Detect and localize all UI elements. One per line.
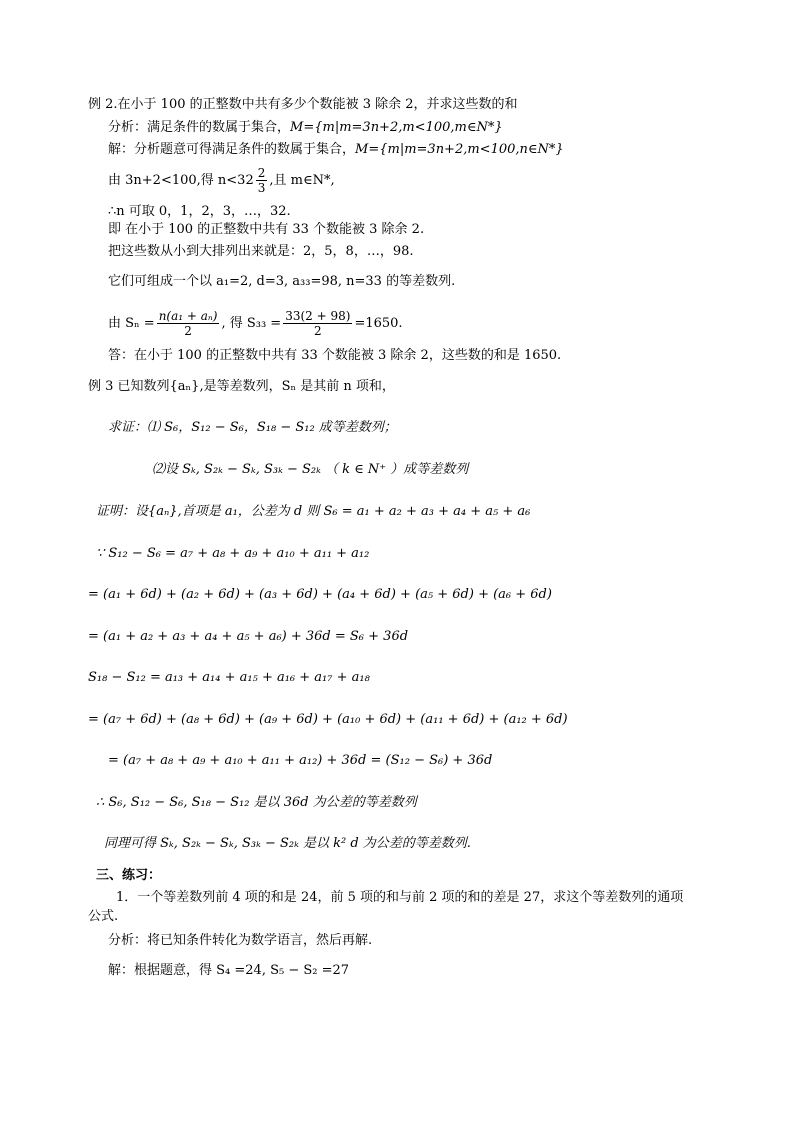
ex3-eq1: ∵ S₁₂ − S₆ = a₇ + a₈ + a₉ + a₁₀ + a₁₁ + a₁₂	[96, 546, 370, 561]
ex3-eq6: = (a₇ + a₈ + a₉ + a₁₀ + a₁₁ + a₁₂) + 36d = (S₁₂ − S₆) + 36d	[108, 753, 493, 768]
ex3-eq5: = (a₇ + 6d) + (a₈ + 6d) + (a₉ + 6d) + (a₁₀ + 6d) + (a₁₁ + 6d) + (a₁₂ + 6d)	[88, 712, 568, 727]
ex2-answer: 答：在小于 100 的正整数中共有 33 个数能被 3 除余 2，这些数的和是 1650.	[108, 348, 562, 363]
ex2-title: 例 2.在小于 100 的正整数中共有多少个数能被 3 除余 2，并求这些数的和	[88, 97, 518, 112]
ex3-proof-intro: 证明：设{aₙ},首项是 a₁，公差为 d 则 S₆ = a₁ + a₂ + a₃ + a₄ + a₅ + a₆	[96, 504, 531, 519]
ex2-step1-den: 3	[257, 181, 266, 195]
ex2-step2: ∴n 可取 0，1，2，3，…，32.	[108, 204, 291, 219]
ex2-solution-set: M={m|m=3n+2,m<100,n∈N*}	[355, 142, 564, 157]
practice-heading: 三、练习：	[96, 868, 162, 883]
ex2-analysis	[108, 119, 503, 137]
ex2-step1-num: 2	[257, 166, 266, 180]
ex2-step6-text: 由 Sₙ =	[108, 316, 155, 331]
ex3-prove1: 求证：⑴ S₆，S₁₂ − S₆，S₁₈ − S₁₂ 成等差数列；	[108, 420, 397, 435]
ex3-title: 例 3 已知数列{aₙ},是等差数列，Sₙ 是其前 n 项和，	[88, 379, 395, 394]
ex3-eq2: = (a₁ + 6d) + (a₂ + 6d) + (a₃ + 6d) + (a₄ + 6d) + (a₅ + 6d) + (a₆ + 6d)	[88, 587, 552, 602]
ex2-analysis-text: 分析：满足条件的数属于集合，	[108, 120, 291, 135]
ex2-step6-den2: 2	[314, 324, 322, 338]
ex2-step3: 即 在小于 100 的正整数中共有 33 个数能被 3 除余 2.	[108, 222, 425, 237]
ex2-step4: 把这些数从小到大排列出来就是：2，5，8，…，98.	[108, 244, 414, 259]
ex2-solution	[108, 141, 564, 159]
ex3-conclusion1: ∴ S₆, S₁₂ − S₆, S₁₈ − S₁₂ 是以 36d 为公差的等差数列	[96, 795, 417, 810]
ex2-analysis-set: M={m|m=3n+2,m<100,m∈N*}	[290, 120, 503, 135]
practice-analysis: 分析：将已知条件转化为数学语言，然后再解.	[108, 933, 373, 948]
ex2-step6-fraction1	[157, 309, 220, 338]
ex2-step6-num2: 33(2 + 98)	[285, 309, 351, 323]
ex2-step6-mid: , 得 S₃₃ =	[221, 316, 282, 331]
ex2-step1-tail: ,且 m∈N*,	[269, 173, 335, 188]
ex2-step6-num1: n(a₁ + aₙ)	[158, 309, 218, 323]
ex2-solution-text: 解：分析题意可得满足条件的数属于集合，	[108, 142, 356, 157]
ex3-eq3: = (a₁ + a₂ + a₃ + a₄ + a₅ + a₆) + 36d = S₆ + 36d	[88, 629, 409, 644]
ex2-step6	[108, 308, 403, 340]
ex2-step6-fraction2	[283, 309, 352, 338]
ex3-eq4: S₁₈ − S₁₂ = a₁₃ + a₁₄ + a₁₅ + a₁₆ + a₁₇ + a₁₈	[88, 670, 370, 685]
ex2-step1	[108, 166, 335, 196]
ex2-step6-den1: 2	[184, 324, 192, 338]
practice-q1-line1: 1．一个等差数列前 4 项的和是 24，前 5 项的和与前 2 项的和的差是 27，求这个等差数列的通项	[116, 890, 684, 905]
ex2-step5: 它们可组成一个以 a₁=2, d=3, a₃₃=98, n=33 的等差数列.	[108, 274, 456, 289]
ex2-step1-text: 由 3n+2<100,得 n<32	[108, 173, 254, 188]
ex2-step1-fraction	[256, 166, 268, 195]
ex3-prove2: ⑵设 Sₖ, S₂ₖ − Sₖ, S₃ₖ − S₂ₖ （ k ∈ N⁺ ）成等差数列	[152, 462, 469, 477]
ex2-step6-tail: =1650.	[354, 316, 403, 331]
practice-q1-line2: 公式.	[88, 909, 119, 924]
practice-solution: 解：根据题意，得 S₄ =24, S₅ − S₂ =27	[108, 963, 350, 978]
ex3-conclusion2: 同理可得 Sₖ, S₂ₖ − Sₖ, S₃ₖ − S₂ₖ 是以 k² d 为公差的等差数列.	[104, 836, 471, 851]
